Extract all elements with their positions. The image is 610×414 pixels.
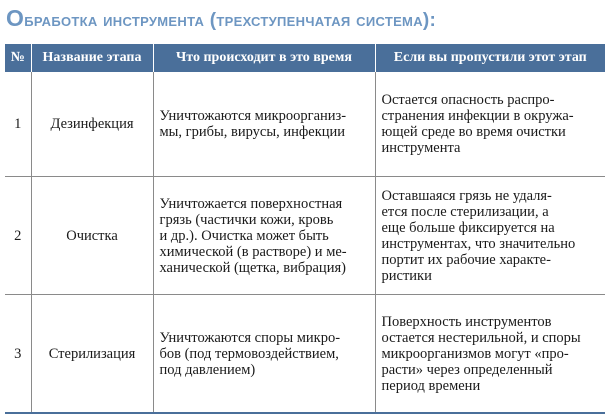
text-line: под давлением) xyxy=(159,361,256,378)
text-line: ристики xyxy=(381,267,432,284)
text-line: Поверхность инструментов xyxy=(381,313,552,330)
text-line: Уничтожается поверхностная xyxy=(159,195,343,212)
text-line: период времени xyxy=(381,377,481,394)
text-line: и др.). Очистка может быть xyxy=(159,227,329,244)
table-header-row xyxy=(5,44,605,72)
header-stage-name: Название этапа xyxy=(31,44,153,72)
table-row xyxy=(5,177,605,295)
text-line: инструментах, что значительно xyxy=(381,235,576,252)
text-line: химической (в растворе) и ме- xyxy=(159,243,347,260)
text-line: Уничтожаются споры микро- xyxy=(159,329,341,346)
header-number: № xyxy=(5,44,31,72)
row-number: 3 xyxy=(5,295,31,414)
header-if-skipped: Если вы пропустили этот этап xyxy=(375,44,605,72)
text-line: ханической (щетка, вибрация) xyxy=(159,259,346,276)
if-skipped-cell xyxy=(375,177,605,295)
what-happens-cell xyxy=(153,177,375,295)
row-number: 1 xyxy=(5,72,31,177)
page-title-initial: О xyxy=(6,5,25,31)
stage-name: Дезинфекция xyxy=(31,72,153,177)
text-line: ется после стерилизации, а xyxy=(381,203,549,220)
if-skipped-cell xyxy=(375,295,605,414)
page-title-text: бработка инструмента (трехступенчатая система): xyxy=(24,10,437,31)
what-happens-cell xyxy=(153,295,375,414)
text-line: Оставшаяся грязь не удаля- xyxy=(381,187,552,204)
page-title xyxy=(6,5,606,32)
row-number: 2 xyxy=(5,177,31,295)
text-line: Уничтожаются микроорганиз- xyxy=(159,108,347,124)
if-skipped-cell xyxy=(375,72,605,177)
text-line: портит их рабочие характе- xyxy=(381,251,551,268)
text-line: бов (под термовоздействием, xyxy=(159,345,339,362)
table-row xyxy=(5,295,605,414)
text-line: Остается опасность распро- xyxy=(381,92,555,108)
text-line: грязь (частички кожи, кровь xyxy=(159,211,334,228)
stage-name: Стерилизация xyxy=(31,295,153,414)
text-line: микроорганизмов могут «про- xyxy=(381,345,569,362)
what-happens-cell xyxy=(153,72,375,177)
text-line: остается нестерильной, и споры xyxy=(381,329,581,346)
text-line: еще больше фиксируется на xyxy=(381,219,555,236)
text-line: инструмента xyxy=(381,140,461,156)
header-what-happens: Что происходит в это время xyxy=(153,44,375,72)
text-line: мы, грибы, вирусы, инфекции xyxy=(159,124,346,140)
table-row xyxy=(5,72,605,177)
processing-table xyxy=(5,44,605,414)
stage-name: Очистка xyxy=(31,177,153,295)
text-line: расти» через определенный xyxy=(381,361,553,378)
text-line: странения инфекции в окружа- xyxy=(381,108,574,124)
text-line: ющей среде во время очистки xyxy=(381,124,566,140)
